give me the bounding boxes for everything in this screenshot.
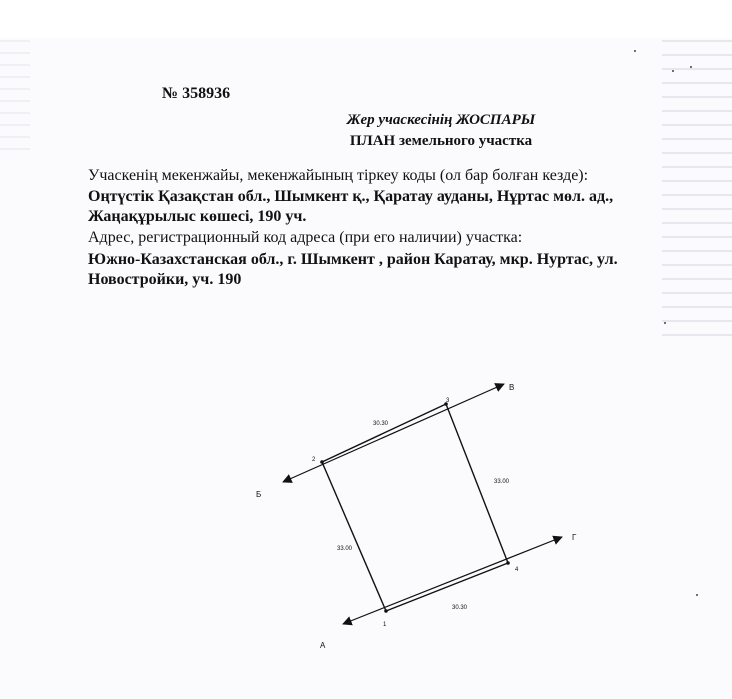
vertex-4 [506, 561, 510, 565]
direction-label-g: Г [572, 533, 577, 542]
direction-label-a: А [320, 641, 326, 650]
title-russian: ПЛАН земельного участка [349, 133, 533, 149]
direction-label-b: Б [256, 490, 262, 499]
side-length-1-2: 33.00 [337, 546, 353, 552]
point-label-3: 3 [446, 398, 450, 404]
title-kazakh: Жер учаскесінің ЖОСПАРЫ [346, 112, 536, 128]
plot-side-2-3 [322, 404, 446, 462]
vertex-1 [384, 609, 388, 613]
plot-side-4-1 [386, 563, 508, 611]
point-label-2: 2 [312, 457, 316, 463]
side-length-3-4: 33.00 [494, 479, 510, 485]
vertex-2 [320, 460, 324, 464]
point-label-1: 1 [383, 622, 387, 628]
address-label-russian: Адрес, регистрационный код адреса (при его наличии) участка: [88, 229, 523, 246]
direction-label-v: В [509, 383, 515, 392]
address-value-russian: Южно-Казахстанская обл., г. Шымкент , район Каратау, мкр. Нуртас, ул. Новостройки, уч. 190 [88, 251, 618, 288]
document-number: № 358936 [162, 85, 231, 102]
point-label-4: 4 [515, 567, 519, 573]
side-length-2-3: 30.30 [373, 421, 389, 427]
address-label-kazakh: Учаскенің мекенжайы, мекенжайының тіркеу коды (ол бар болған кезде): [88, 167, 589, 184]
address-value-kazakh: Оңтүстік Қазақстан обл., Шымкент қ., Қаратау ауданы, Нұртас мөл. ад., Жаңақұрылыс көшесі, 190 уч. [88, 188, 614, 225]
side-length-1-4: 30.30 [452, 605, 468, 611]
plot-side-1-2 [322, 462, 386, 611]
